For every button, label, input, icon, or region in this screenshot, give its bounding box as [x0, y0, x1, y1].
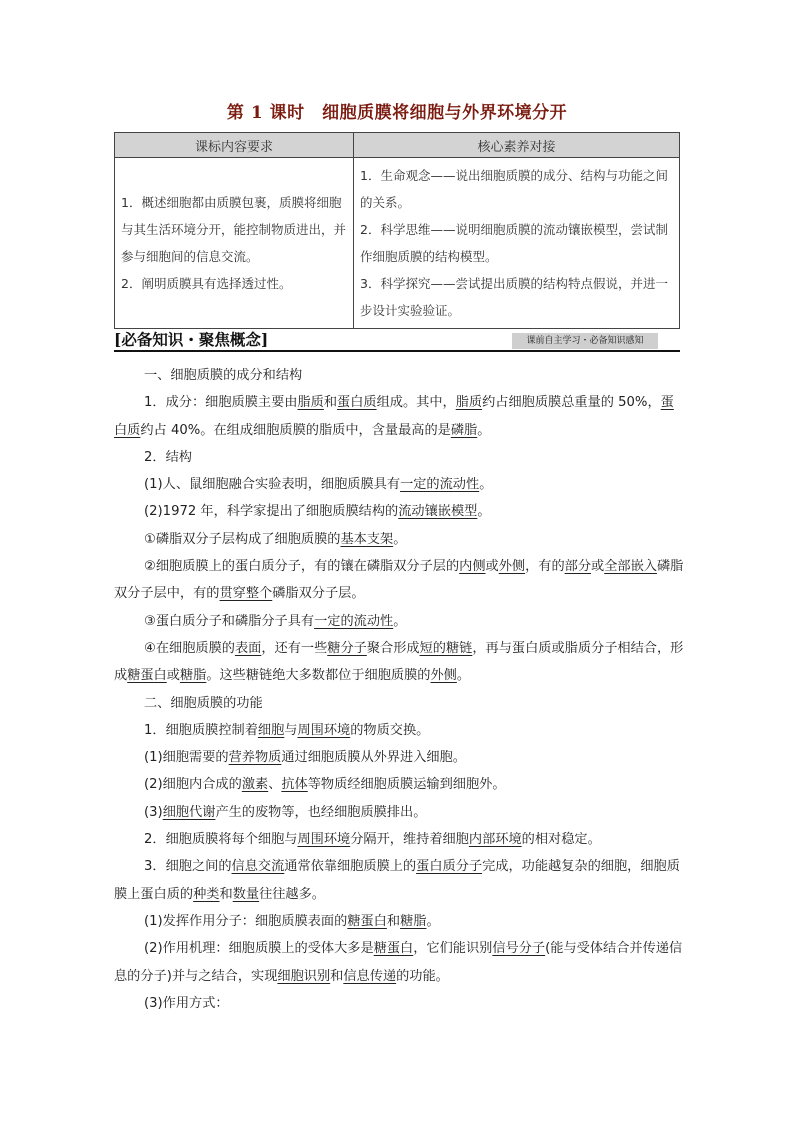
paragraph-text: ，再与蛋白质或脂质分子相结合，形成	[114, 640, 684, 684]
paragraph-text: 完成，功能越复杂的细胞，细胞质膜上蛋白质的	[114, 859, 680, 902]
section-title: [必备知识・聚焦概念]	[114, 330, 269, 349]
paragraph-text: (3)作用方式：	[144, 995, 229, 1011]
paragraph-text: (1)发挥作用分子：细胞质膜表面的	[144, 913, 348, 929]
body-paragraph	[114, 389, 684, 444]
answer-blank: 周围环境	[297, 722, 351, 738]
lesson-title: 第 1 课时 细胞质膜将细胞与外界环境分开	[226, 103, 568, 123]
paragraph-text: 等物质经细胞质膜运输到细胞外。	[307, 777, 506, 793]
answer-blank: 内部环境	[468, 832, 522, 848]
paragraph-text: 产生的废物等，也经细胞质膜排出。	[215, 804, 427, 820]
answer-blank: 一定的流动性	[400, 477, 480, 493]
paragraph-text: 或	[591, 559, 605, 575]
answer-blank: 细胞代谢	[162, 804, 216, 820]
paragraph-text: 磷脂双分子层。	[272, 586, 365, 602]
paragraph-text: 的功能。	[396, 968, 449, 984]
paragraph-text: (能与受体结合并传递信息的分子)并与之结合，实现	[114, 941, 683, 984]
body-paragraph	[114, 744, 684, 771]
table-header-left: 课标内容要求	[115, 133, 354, 158]
paragraph-text: (3)	[144, 804, 163, 820]
answer-blank: 外侧	[430, 668, 457, 684]
paragraph-text: 往往越多。	[259, 886, 325, 902]
paragraph-text: 、	[268, 777, 282, 793]
paragraph-text: 与	[284, 722, 298, 738]
body-paragraph	[114, 799, 684, 826]
paragraph-text: (2)作用机理：细胞质膜上的受体大多是	[144, 941, 374, 957]
paragraph-text: (1)人、鼠细胞融合实验表明，细胞质膜具有	[144, 477, 401, 493]
paragraph-text: 。	[477, 422, 491, 438]
answer-blank: 贯穿整个	[219, 586, 273, 602]
answer-blank: 抗体	[281, 777, 308, 793]
answer-blank: 信号分子	[492, 941, 546, 957]
answer-blank: 短的糖链	[419, 640, 473, 656]
answer-blank: 磷脂	[450, 422, 478, 438]
answer-blank: 蛋白质	[337, 395, 377, 411]
body-paragraph	[114, 526, 684, 553]
paragraph-text: 1．细胞质膜控制着	[144, 722, 258, 738]
paragraph-text: (2)1972 年，科学家提出了细胞质膜结构的	[144, 504, 399, 520]
body-paragraph	[114, 635, 684, 690]
body-text	[114, 362, 684, 1017]
paragraph-text: 。	[479, 477, 493, 493]
table-header-right: 核心素养对接	[354, 133, 680, 158]
body-paragraph	[114, 853, 684, 908]
paragraph-text: 约占 40%。在组成细胞质膜的脂质中，含量最高的是	[140, 422, 451, 438]
body-paragraph	[114, 771, 684, 798]
paragraph-text: 和	[386, 913, 401, 929]
answer-blank: 糖脂	[400, 913, 427, 929]
paragraph-text: 和	[323, 395, 338, 411]
answer-blank: 表面	[234, 640, 262, 656]
paragraph-text: 2．结构	[144, 449, 192, 465]
body-paragraph	[114, 826, 684, 853]
paragraph-text: 聚合形成	[366, 640, 420, 656]
paragraph-text: ①磷脂双分子层构成了细胞质膜的	[144, 531, 341, 547]
answer-blank: 脂质	[455, 395, 483, 411]
answer-blank: 种类	[193, 886, 220, 902]
answer-blank: 糖蛋白	[127, 668, 167, 684]
paragraph-text: (1)细胞需要的	[144, 750, 229, 766]
answer-blank: 糖分子	[327, 640, 367, 656]
answer-blank: 部分	[564, 559, 592, 575]
paragraph-text: 和	[330, 968, 344, 984]
literacy-item: 1．生命观念——说出细胞质膜的成分、结构与功能之间的关系。	[360, 168, 668, 210]
paragraph-text: 组成。其中，	[376, 395, 456, 411]
body-paragraph	[114, 935, 684, 990]
section-divider	[114, 350, 680, 352]
answer-blank: 全部嵌入	[604, 559, 657, 575]
answer-blank: 流动镶嵌模型	[398, 504, 478, 520]
paragraph-text: 。这些糖链绝大多数都位于细胞质膜的	[206, 668, 431, 684]
table-cell-requirements	[115, 158, 354, 329]
answer-blank: 数量	[232, 886, 260, 902]
literacy-item: 3．科学探究——尝试提出质膜的结构特点假说，并进一步设计实验验证。	[360, 276, 668, 318]
body-paragraph	[114, 608, 684, 635]
paragraph-text: ③蛋白质分子和磷脂分子具有	[144, 613, 315, 629]
answer-blank: 细胞	[257, 722, 285, 738]
answer-blank: 周围环境	[297, 832, 351, 848]
answer-blank: 蛋白质	[114, 395, 674, 438]
paragraph-text: 1．成分：细胞质膜主要由	[144, 395, 298, 411]
body-paragraph	[114, 553, 684, 608]
answer-blank: 信息交流	[231, 859, 285, 875]
paragraph-text: 。	[393, 531, 407, 547]
paragraph-text: 。	[393, 613, 407, 629]
paragraph-text: (2)细胞内合成的	[144, 777, 242, 793]
answer-blank: 激素	[241, 777, 269, 793]
answer-blank: 蛋白质分子	[416, 859, 483, 875]
paragraph-text: 2．细胞质膜将每个细胞与	[144, 832, 298, 848]
paragraph-text: ②细胞质膜上的蛋白质分子，有的镶在磷脂双分子层的	[144, 559, 460, 575]
paragraph-text: ，还有一些	[261, 640, 328, 656]
paragraph-text: 约占细胞质膜总重量的 50%，	[482, 395, 661, 411]
body-paragraph	[114, 908, 684, 935]
body-paragraph	[114, 717, 684, 744]
paragraph-text: 通常依靠细胞质膜上的	[284, 859, 417, 875]
paragraph-text: 二、细胞质膜的功能	[144, 695, 263, 711]
answer-blank: 一定的流动性	[314, 613, 394, 629]
requirement-item: 2．阐明质膜具有选择透过性。	[121, 276, 292, 291]
standards-table	[114, 132, 680, 329]
answer-blank: 糖蛋白	[347, 913, 387, 929]
paragraph-text: 磷脂双分子层中，有的	[114, 559, 684, 602]
answer-blank: 外侧	[498, 559, 526, 575]
paragraph-text: ，有的	[525, 559, 565, 575]
body-paragraph	[114, 362, 684, 389]
body-paragraph	[114, 690, 684, 717]
paragraph-text: 或	[485, 559, 499, 575]
answer-blank: 糖脂	[179, 668, 207, 684]
answer-blank: 信息传递	[343, 968, 397, 984]
paragraph-text: ④在细胞质膜的	[144, 640, 235, 656]
paragraph-text: 或	[166, 668, 180, 684]
answer-blank: 细胞识别	[277, 968, 331, 984]
literacy-item: 2．科学思维——说明细胞质膜的流动镶嵌模型，尝试制作细胞质膜的结构模型。	[360, 222, 668, 264]
body-paragraph	[114, 990, 684, 1017]
answer-blank: 基本支架	[340, 531, 394, 547]
answer-blank: 脂质	[297, 395, 324, 411]
answer-blank: 糖蛋白	[373, 941, 414, 957]
answer-blank: 营养物质	[228, 750, 282, 766]
requirement-item: 1．概述细胞都由质膜包裹，质膜将细胞与其生活环境分开，能控制物质进出，并参与细胞间的信息交流。	[121, 195, 347, 264]
section-header	[114, 328, 658, 350]
paragraph-text: 一、细胞质膜的成分和结构	[144, 368, 303, 383]
answer-blank: 内侧	[459, 559, 486, 575]
paragraph-text: 和	[219, 886, 233, 902]
paragraph-text: 分隔开，维持着细胞	[350, 832, 469, 848]
paragraph-text: 的物质交换。	[350, 722, 430, 738]
paragraph-text: 。	[426, 913, 440, 929]
paragraph-text: 。	[477, 504, 491, 520]
paragraph-text: 通过细胞质膜从外界进入细胞。	[281, 750, 466, 766]
paragraph-text: 的相对稳定。	[521, 832, 601, 848]
paragraph-text: 3．细胞之间的	[144, 859, 232, 875]
body-paragraph	[114, 498, 684, 525]
paragraph-text: 。	[456, 668, 471, 684]
body-paragraph	[114, 444, 684, 471]
table-cell-literacy	[354, 158, 680, 329]
body-paragraph	[114, 471, 684, 498]
paragraph-text: ，它们能识别	[413, 941, 493, 957]
section-badge: 课前自主学习・必备知识感知	[512, 333, 658, 349]
